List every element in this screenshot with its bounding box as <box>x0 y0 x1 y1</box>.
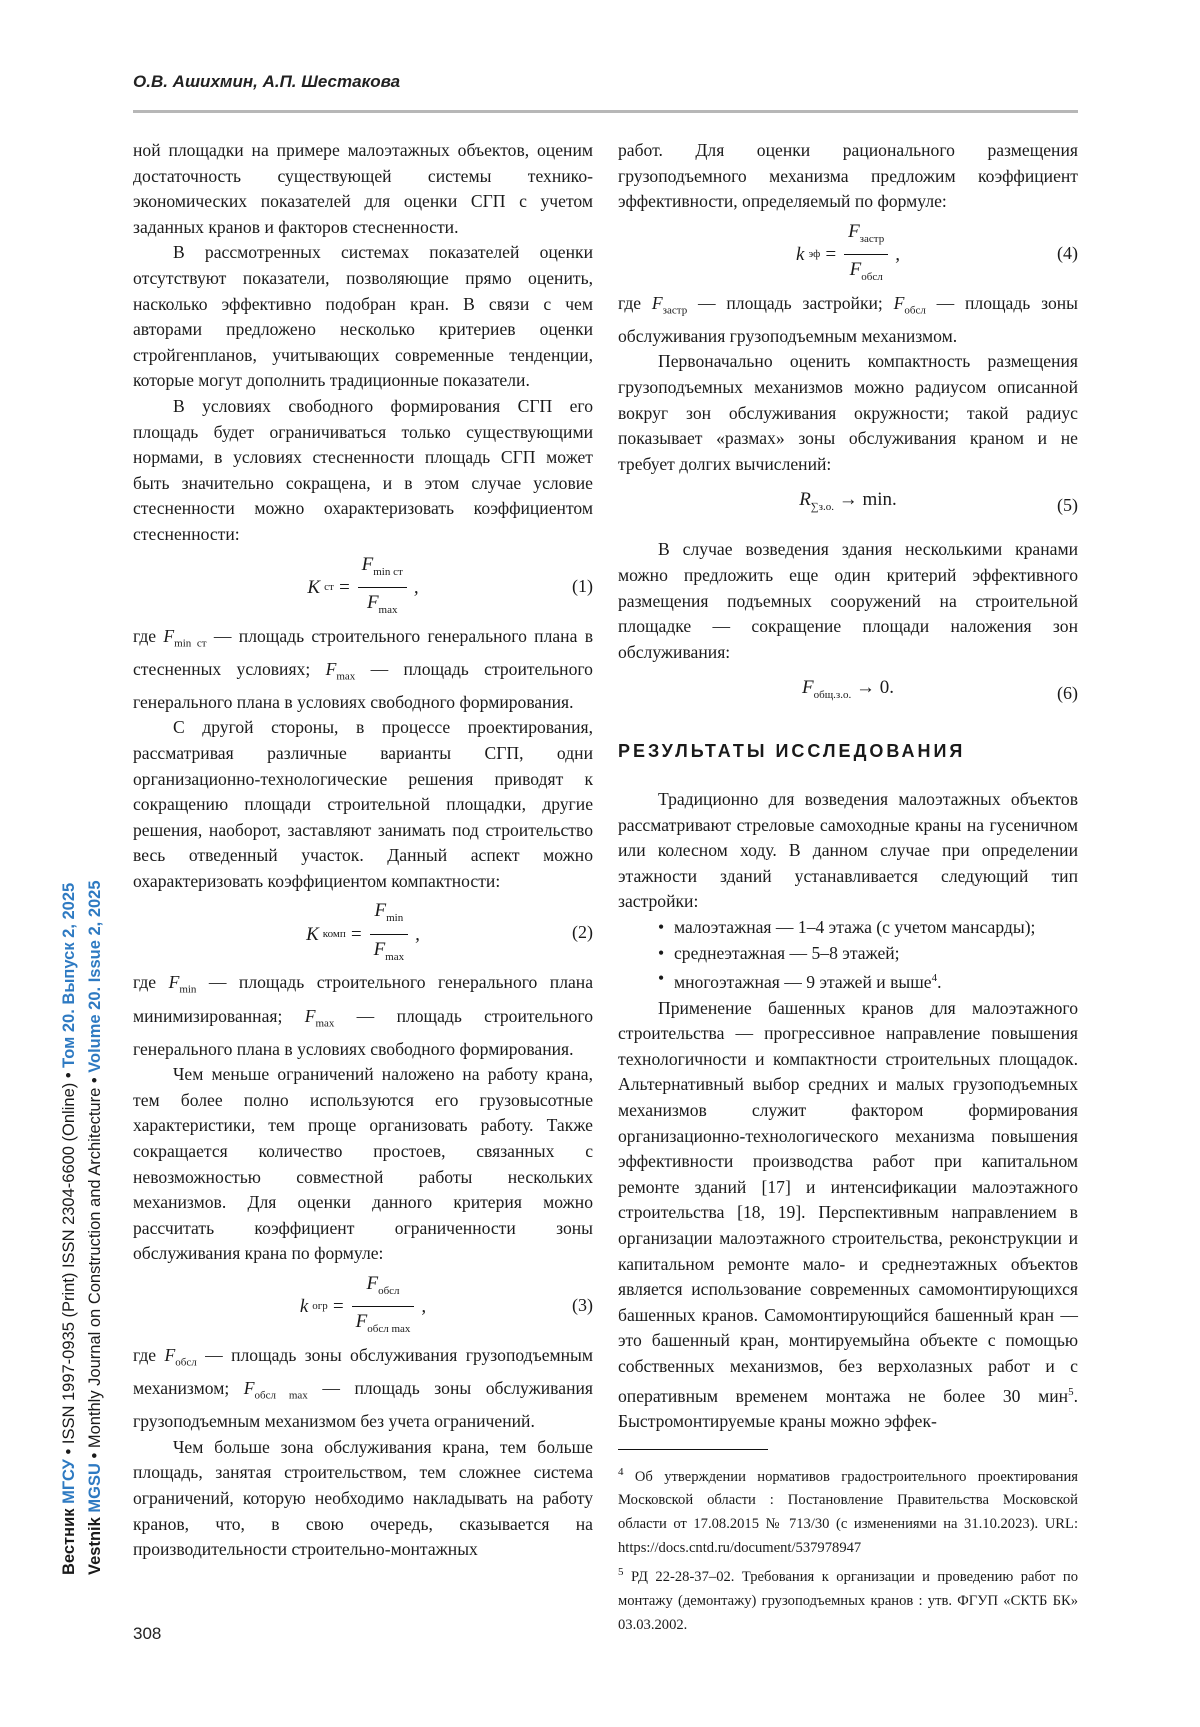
paragraph: С другой стороны, в процессе проектирования, рассматривая различные варианты СГП, одни организационно-технологические решения приводят к сокращению площади строительной площадки, другие решения, наоборот, заставляют занимать под строительство весь отведенный участок. Данный аспект можно охарактеризовать коэффициентом компактности: <box>133 717 593 891</box>
formula-lhs-sub: огр <box>312 1300 328 1313</box>
math-variable: F <box>304 1005 316 1026</box>
denominator-sub: обсл <box>861 270 883 283</box>
paragraph: где $F_{обсл}$ — площадь зоны обслуживания грузоподъемным механизмом; $F_{обсл max}$ — площадь зоны обслуживания грузоподъемным механизмом без учета ограничений. <box>133 1345 594 1432</box>
math-subscript: обсл <box>175 1356 197 1369</box>
formula-rest: → 0. <box>851 677 895 699</box>
math-subscript: обсл <box>904 304 926 317</box>
numerator: F <box>374 900 387 922</box>
paragraph: В условиях свободного формирования СГП его площадь будет ограничиваться только существующими нормами, в условиях стесненности площадь СГП может быть значительно сокращена, и в этом случае условие стесненности можно охарактеризовать коэффициентом стесненности: <box>133 395 593 544</box>
paragraph: Чем меньше ограничений наложено на работу крана, тем более полно используются его грузовысотные характеристики, тем проще организовать работу. Также сокращается количество простоев, связанных с невозможностью совместной работы нескольких механизмов. Для оценки данного критерия можно рассчитать коэффициент ограниченности зоны обслуживания крана по формуле: <box>133 1064 593 1264</box>
paragraph: где $F_{застр}$ — площадь застройки; $F_{обсл}$ — площадь зоны обслуживания грузоподъемным механизмом. <box>618 292 1078 346</box>
paragraph: ной площадки на примере малоэтажных объектов, оценим достаточность существующей системы технико-экономических показателей для оценки СГП с учетом заданных кранов и факторов стесненности. <box>133 140 593 237</box>
math-subscript: min ст <box>174 637 207 650</box>
numerator-sub: min ст <box>373 565 403 578</box>
formula-3: k огр = $\frac{F_{обсл}}{F_{обсл max}}$ , (3) <box>133 1271 593 1339</box>
formula-lhs: k <box>796 243 805 265</box>
formula-var: R <box>799 489 811 511</box>
footnote-text: РД 22-28-37–02. Требования к организации и проведению работ по монтажу (демонтажу) грузоподъемных кранов : утв. ФГУП «СКТБ БК» 03.03.2002. <box>618 1569 1078 1634</box>
equation-number: (6) <box>1057 683 1078 704</box>
footnote-4 <box>618 1460 1078 1561</box>
math-variable: F <box>651 292 663 313</box>
footnote-mark: 5 <box>618 1566 624 1579</box>
list-item: • малоэтажная — 1–4 этажа (с учетом мансарды); <box>658 915 1078 941</box>
formula-sub: ∑з.о. <box>810 501 834 514</box>
page-number: 308 <box>133 1624 162 1643</box>
denominator: F <box>366 591 379 613</box>
formula-2: K комп = $\frac{F_{min}}{F_{max}}$ , (2) <box>133 898 593 966</box>
sidebar-segment: • Monthly Journal on Construction and Architecture • <box>86 1072 104 1464</box>
paragraph: Чем больше зона обслуживания крана, тем больше площадь, занятая строительством, тем сложнее система ограничений, которую необходимо накладывать на работу кранов, что, в свою очередь, сказывается на производительности строительно-монтажных <box>133 1436 593 1560</box>
paragraph: где $F_{min}$ — площадь строительного генерального плана минимизированная; $F_{max}$ — площадь строительного генерального плана в условиях свободного формирования. <box>133 972 594 1059</box>
sidebar-segment: MGSU <box>86 1463 104 1513</box>
numerator-sub: обсл <box>378 1284 400 1297</box>
paragraph: Традиционно для возведения малоэтажных объектов рассматривают стреловые самоходные краны на гусеничном или колесном ходу. В данном случае при определении этажности зданий устанавливается следующий тип застройки: <box>618 789 1078 912</box>
paragraph: В случае возведения здания несколькими кранами можно предложить еще один критерий эффективного размещения подъемных сооружений на строительной площадке — сокращение площади наложения зон обслуживания: <box>618 539 1078 662</box>
math-variable: F <box>164 1345 176 1366</box>
left-column <box>133 138 593 1563</box>
math-subscript: min <box>179 983 197 996</box>
formula-lhs-sub: комп <box>322 927 346 940</box>
math-subscript: застр <box>662 304 688 317</box>
equation-number: (1) <box>572 575 593 596</box>
formula-5 <box>618 487 1078 527</box>
paragraph <box>618 996 1078 1435</box>
footnote-5 <box>618 1560 1078 1637</box>
math-subscript: max <box>336 670 356 683</box>
footnote-rule <box>618 1449 768 1450</box>
equation-number: (4) <box>1057 242 1078 263</box>
footnote-mark: 4 <box>618 1465 624 1478</box>
formula-sub: общ.з.о. <box>813 689 852 702</box>
numerator-sub: min <box>386 912 404 925</box>
list-item-text: многоэтажная — 9 этажей и выше <box>674 972 932 993</box>
list-item: • среднеэтажная — 5–8 этажей; <box>658 941 1078 967</box>
paragraph: где $F_{min ст}$ — площадь строительного генерального плана в стесненных условиях; $F_{max}$ — площадь строительного генерального плана в условиях свободного формирования. <box>133 625 593 712</box>
equation-number: (3) <box>572 1295 593 1316</box>
formula-lhs: K <box>306 923 319 945</box>
sidebar-segment: МГСУ <box>60 1459 78 1504</box>
math-variable: F <box>243 1378 255 1399</box>
numerator: F <box>366 1273 379 1295</box>
header-rule <box>133 110 1078 113</box>
paragraph: В рассмотренных системах показателей оценки отсутствуют показатели, позволяющие прямо оценить, насколько эффективно подобран кран. В связи с чем авторами предложено несколько критериев оценки стройгенпланов, учитывающих современные тенденции, которые могут дополнить традиционные показатели. <box>133 242 593 391</box>
fraction <box>352 1271 415 1343</box>
right-column <box>618 138 1078 1637</box>
formula-4: k эф = $\frac{F_{застр}}{F_{обсл}}$ , (4) <box>618 219 1078 287</box>
journal-sidebar <box>56 795 108 1575</box>
sidebar-line-en <box>82 795 108 1575</box>
fraction <box>358 552 407 624</box>
numerator-sub: застр <box>859 232 885 245</box>
sidebar-segment: Том 20. Выпуск 2, 2025 <box>60 882 78 1068</box>
paragraph-text: Применение башенных кранов для малоэтажного строительства — прогрессивное направление повышения технологичности и компактности строительных площадок. Альтернативный выбор средних и малых грузоподъемных механизмов служит фактором формирования организационно-технологического механизма повышения эффективности производства работ при капитальном ремонте зданий [17] и интенсификации малоэтажного строительства [18, 19]. Перспективным направлением в организации малоэтажного строительства, реконструкции и капитальном ремонте мало- и среднеэтажных объектов является использование современных самомонтирующихся башенных кранов. Самомонтирующийся башенный кран — это башенный кран, монтируемыйна объекте с помощью собственных механизмов, без верхолазных работ и с оперативным временем монтажа не более 30 мин <box>618 997 1078 1406</box>
formula-6 <box>618 675 1078 715</box>
denominator: F <box>373 938 386 960</box>
denominator: F <box>849 259 862 281</box>
sidebar-line-ru <box>56 795 82 1575</box>
numerator: F <box>361 553 374 575</box>
formula-lhs: k <box>299 1296 309 1318</box>
running-header-authors: О.В. Ашихмин, А.П. Шестакова <box>133 72 401 91</box>
denominator-sub: max <box>378 603 398 616</box>
fraction <box>370 898 409 970</box>
denominator: F <box>355 1311 368 1333</box>
formula-var: F <box>801 677 814 699</box>
denominator-sub: max <box>385 950 405 963</box>
math-variable: F <box>325 658 337 679</box>
formula-lhs-sub: ст <box>324 580 334 593</box>
math-variable: F <box>163 625 175 646</box>
paragraph: работ. Для оценки рационального размещения грузоподъемного механизма предложим коэффициент эффективности, определяемый по формуле: <box>618 140 1078 212</box>
section-heading: РЕЗУЛЬТАТЫ ИССЛЕДОВАНИЯ <box>618 741 966 762</box>
footnote-ref: 4 <box>931 972 938 985</box>
sidebar-segment: • ISSN 1997-0935 (Print) ISSN 2304-6600 (Online) • <box>60 1067 78 1460</box>
denominator-sub: обсл max <box>367 1323 411 1336</box>
sidebar-segment: Вестник <box>60 1503 78 1575</box>
sidebar-segment: Volume 20. Issue 2, 2025 <box>86 880 104 1073</box>
equation-number: (2) <box>572 922 593 943</box>
equation-number: (5) <box>1057 495 1078 516</box>
math-variable: F <box>168 972 180 993</box>
formula-rest: → min. <box>833 489 897 511</box>
formula-1: K ст = $\frac{F_{min ст}}{F_{max}}$ , (1) <box>133 552 593 620</box>
paragraph: Первоначально оценить компактность размещения грузоподъемных механизмов можно радиусом описанной вокруг зон обслуживания окружности; такой радиус показывает «размах» зоны обслуживания краном и не требует долгих вычислений: <box>618 351 1078 474</box>
list-item: • многоэтажная — 9 этажей и выше$^4$. <box>658 966 1078 995</box>
math-variable: F <box>893 292 905 313</box>
sidebar-segment: Vestnik <box>86 1512 104 1575</box>
bullet-list <box>618 915 1078 996</box>
footnote-ref: 5 <box>1068 1385 1074 1398</box>
paragraph-text-end: . Быстромонтируемые краны можно эффек- <box>618 1385 1078 1431</box>
numerator: F <box>848 220 860 242</box>
footnote-text: Об утверждении нормативов градостроительного проектирования Московской области : Постановление Правительства Московской области от 17.08.2015 № 713/30 (с изменениями на 31.10.2023). URL: https://docs.cntd.ru/document/537978947 <box>618 1468 1078 1557</box>
fraction <box>844 219 888 291</box>
formula-lhs: K <box>307 576 321 598</box>
math-subscript: max <box>315 1017 335 1030</box>
math-subscript: обсл max <box>254 1389 308 1402</box>
formula-lhs-sub: эф <box>808 247 821 260</box>
